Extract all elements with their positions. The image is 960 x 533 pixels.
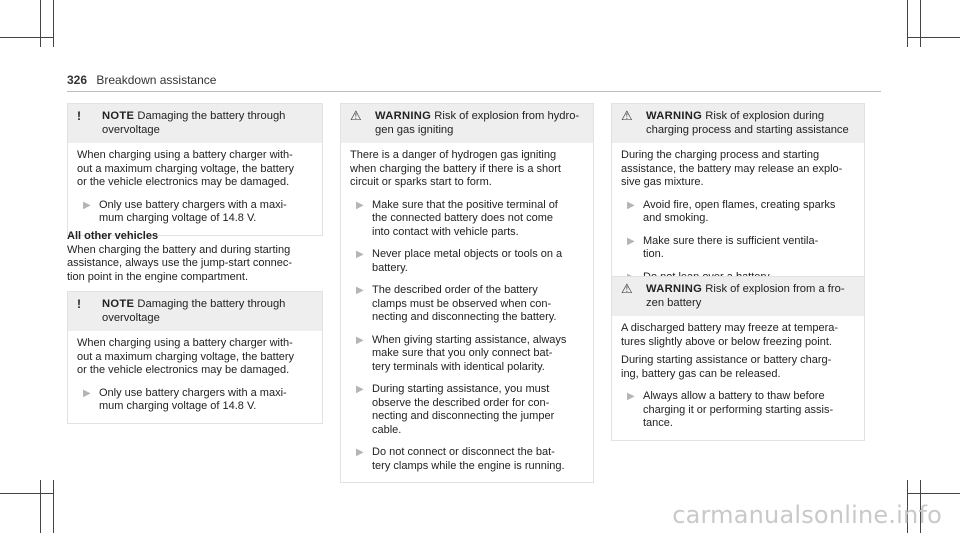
list-item bbox=[621, 390, 855, 431]
warning-title: Risk of explosion from a fro- bbox=[705, 283, 845, 295]
note-title: overvoltage bbox=[102, 124, 160, 136]
text-line: ing, battery gas can be released. bbox=[621, 367, 781, 380]
text-line: A discharged battery may freeze at tempera- bbox=[621, 322, 839, 334]
warning-label: WARNING bbox=[646, 110, 703, 122]
arrow-right-icon: ▶ bbox=[83, 199, 91, 211]
text-line: or the vehicle electronics may be damaged. bbox=[77, 364, 290, 376]
text-line: out a maximum charging voltage, the battery bbox=[77, 162, 295, 175]
crop-mark bbox=[907, 0, 908, 47]
list-item bbox=[77, 387, 313, 414]
text-line: Make sure there is sufficient ventila- bbox=[643, 234, 819, 247]
text-line: charging it or performing starting assis- bbox=[643, 403, 834, 416]
text-line: The described order of the battery bbox=[372, 284, 538, 296]
text-line: circuit or sparks start to form. bbox=[350, 176, 492, 188]
arrow-right-icon: ▶ bbox=[356, 334, 364, 346]
text-line: into contact with vehicle parts. bbox=[372, 225, 519, 238]
text-line: tance. bbox=[643, 417, 673, 429]
warning-box-charging bbox=[611, 103, 865, 294]
text-line: make sure that you only connect bat- bbox=[372, 347, 553, 359]
warning-body bbox=[341, 143, 593, 482]
note-text bbox=[77, 149, 313, 190]
exclamation-icon: ! bbox=[77, 109, 81, 123]
warning-triangle-icon: ⚠ bbox=[350, 108, 362, 123]
warning-triangle-icon: ⚠ bbox=[621, 108, 633, 123]
warning-box-hydrogen bbox=[340, 103, 594, 483]
text-line: During the charging process and starting bbox=[621, 149, 820, 161]
text-line: tery clamps while the engine is running. bbox=[372, 459, 565, 472]
note-body bbox=[68, 143, 322, 235]
list-item bbox=[350, 248, 584, 275]
arrow-right-icon: ▶ bbox=[627, 391, 635, 402]
warning-triangle-icon: ⚠ bbox=[621, 281, 633, 296]
note-header bbox=[68, 104, 322, 143]
arrow-right-icon: ▶ bbox=[356, 285, 364, 296]
text-line: tion. bbox=[643, 248, 664, 260]
arrow-right-icon: ▶ bbox=[356, 384, 364, 395]
note-text bbox=[77, 337, 313, 378]
text-line: During starting assistance, you must bbox=[372, 383, 550, 395]
text-line: assistance, always use the jump-start connec- bbox=[67, 257, 292, 269]
text-line: tery terminals with identical polarity. bbox=[372, 360, 545, 373]
list-item bbox=[621, 235, 855, 262]
arrow-right-icon: ▶ bbox=[627, 235, 635, 247]
warning-text bbox=[621, 149, 855, 190]
text-line: tures slightly above or below freezing point. bbox=[621, 335, 832, 348]
warning-body bbox=[612, 143, 864, 293]
header-divider bbox=[67, 91, 881, 92]
text-line: Avoid fire, open flames, creating sparks bbox=[643, 198, 836, 211]
list-item bbox=[350, 334, 584, 375]
warning-header bbox=[612, 277, 864, 316]
warning-title: charging process and starting assistance bbox=[646, 124, 849, 136]
note-title: overvoltage bbox=[102, 312, 160, 324]
crop-mark bbox=[40, 0, 41, 47]
warning-label: WARNING bbox=[375, 110, 432, 122]
note-box-overvoltage bbox=[67, 291, 323, 424]
arrow-right-icon: ▶ bbox=[356, 199, 364, 211]
text-line: Only use battery chargers with a maxi- bbox=[99, 386, 287, 399]
text-line: out a maximum charging voltage, the battery bbox=[77, 350, 295, 363]
warning-title: Risk of explosion during bbox=[705, 110, 825, 122]
warning-box-frozen bbox=[611, 276, 865, 441]
watermark: carmanualsonline.info bbox=[672, 501, 942, 529]
arrow-right-icon: ▶ bbox=[83, 387, 91, 399]
list-item bbox=[350, 284, 584, 325]
text-line: the connected battery does not come bbox=[372, 212, 554, 224]
text-line: Never place metal objects or tools on a bbox=[372, 248, 563, 260]
crop-mark bbox=[0, 493, 53, 494]
crop-mark bbox=[920, 0, 921, 47]
warning-title: gen gas igniting bbox=[375, 124, 454, 136]
text-line: and smoking. bbox=[643, 212, 709, 224]
list-item bbox=[350, 199, 584, 240]
text-line: Always allow a battery to thaw before bbox=[643, 390, 825, 402]
text-line: When giving starting assistance, always bbox=[372, 333, 567, 346]
text-line: During starting assistance or battery charg- bbox=[621, 354, 832, 366]
text-line: Only use battery chargers with a maxi- bbox=[99, 198, 287, 211]
text-line: tion point in the engine compartment. bbox=[67, 270, 249, 283]
crop-mark bbox=[907, 493, 960, 494]
text-line: mum charging voltage of 14.8 V. bbox=[99, 212, 257, 224]
list-item bbox=[77, 199, 313, 226]
crop-mark bbox=[0, 37, 53, 38]
text-line: or the vehicle electronics may be damaged. bbox=[77, 176, 290, 188]
page-number: 326 bbox=[67, 73, 88, 87]
text-line: assistance, the battery may release an explo- bbox=[621, 162, 843, 175]
text-line: There is a danger of hydrogen gas igniting bbox=[350, 149, 557, 161]
arrow-right-icon: ▶ bbox=[627, 199, 635, 211]
warning-label: WARNING bbox=[646, 283, 703, 295]
arrow-right-icon: ▶ bbox=[356, 249, 364, 260]
list-item bbox=[621, 199, 855, 226]
warning-header bbox=[612, 104, 864, 143]
warning-body bbox=[612, 316, 864, 440]
crop-mark bbox=[907, 37, 960, 38]
section-heading: All other vehicles bbox=[67, 230, 159, 242]
text-line: Make sure that the positive terminal of bbox=[372, 198, 558, 211]
list-item bbox=[350, 383, 584, 437]
note-body bbox=[68, 331, 322, 423]
warning-text bbox=[621, 322, 855, 349]
warning-header bbox=[341, 104, 593, 143]
warning-title: zen battery bbox=[646, 297, 702, 309]
note-label: NOTE bbox=[102, 298, 135, 310]
warning-title: Risk of explosion from hydro- bbox=[434, 110, 580, 122]
note-box-overvoltage bbox=[67, 103, 323, 236]
warning-text bbox=[350, 149, 584, 190]
text-line: sive gas mixture. bbox=[621, 176, 704, 188]
crop-mark bbox=[53, 480, 54, 533]
text-line: Do not connect or disconnect the bat- bbox=[372, 446, 555, 458]
arrow-right-icon: ▶ bbox=[356, 447, 364, 458]
text-line: When charging using a battery charger with- bbox=[77, 337, 293, 349]
note-label: NOTE bbox=[102, 110, 135, 122]
text-line: When charging the battery and during starting bbox=[67, 243, 291, 256]
section-title: Breakdown assistance bbox=[96, 73, 217, 87]
text-line: clamps must be observed when con- bbox=[372, 297, 552, 310]
warning-text bbox=[621, 354, 855, 381]
list-item bbox=[350, 446, 584, 473]
text-line: necting and disconnecting the battery. bbox=[372, 311, 557, 323]
text-line: cable. bbox=[372, 423, 402, 436]
note-header bbox=[68, 292, 322, 331]
crop-mark bbox=[40, 480, 41, 533]
exclamation-icon: ! bbox=[77, 297, 81, 311]
page-header bbox=[67, 73, 216, 87]
note-title: Damaging the battery through bbox=[137, 110, 286, 122]
text-line: battery. bbox=[372, 261, 408, 274]
text-line: When charging using a battery charger with- bbox=[77, 149, 293, 161]
text-line: when charging the battery if there is a short bbox=[350, 162, 561, 175]
crop-mark bbox=[53, 0, 54, 47]
text-line: mum charging voltage of 14.8 V. bbox=[99, 400, 257, 412]
other-vehicles-section bbox=[67, 230, 323, 284]
note-title: Damaging the battery through bbox=[137, 298, 286, 310]
text-line: necting and disconnecting the jumper bbox=[372, 410, 555, 422]
text-line: observe the described order for con- bbox=[372, 396, 550, 409]
